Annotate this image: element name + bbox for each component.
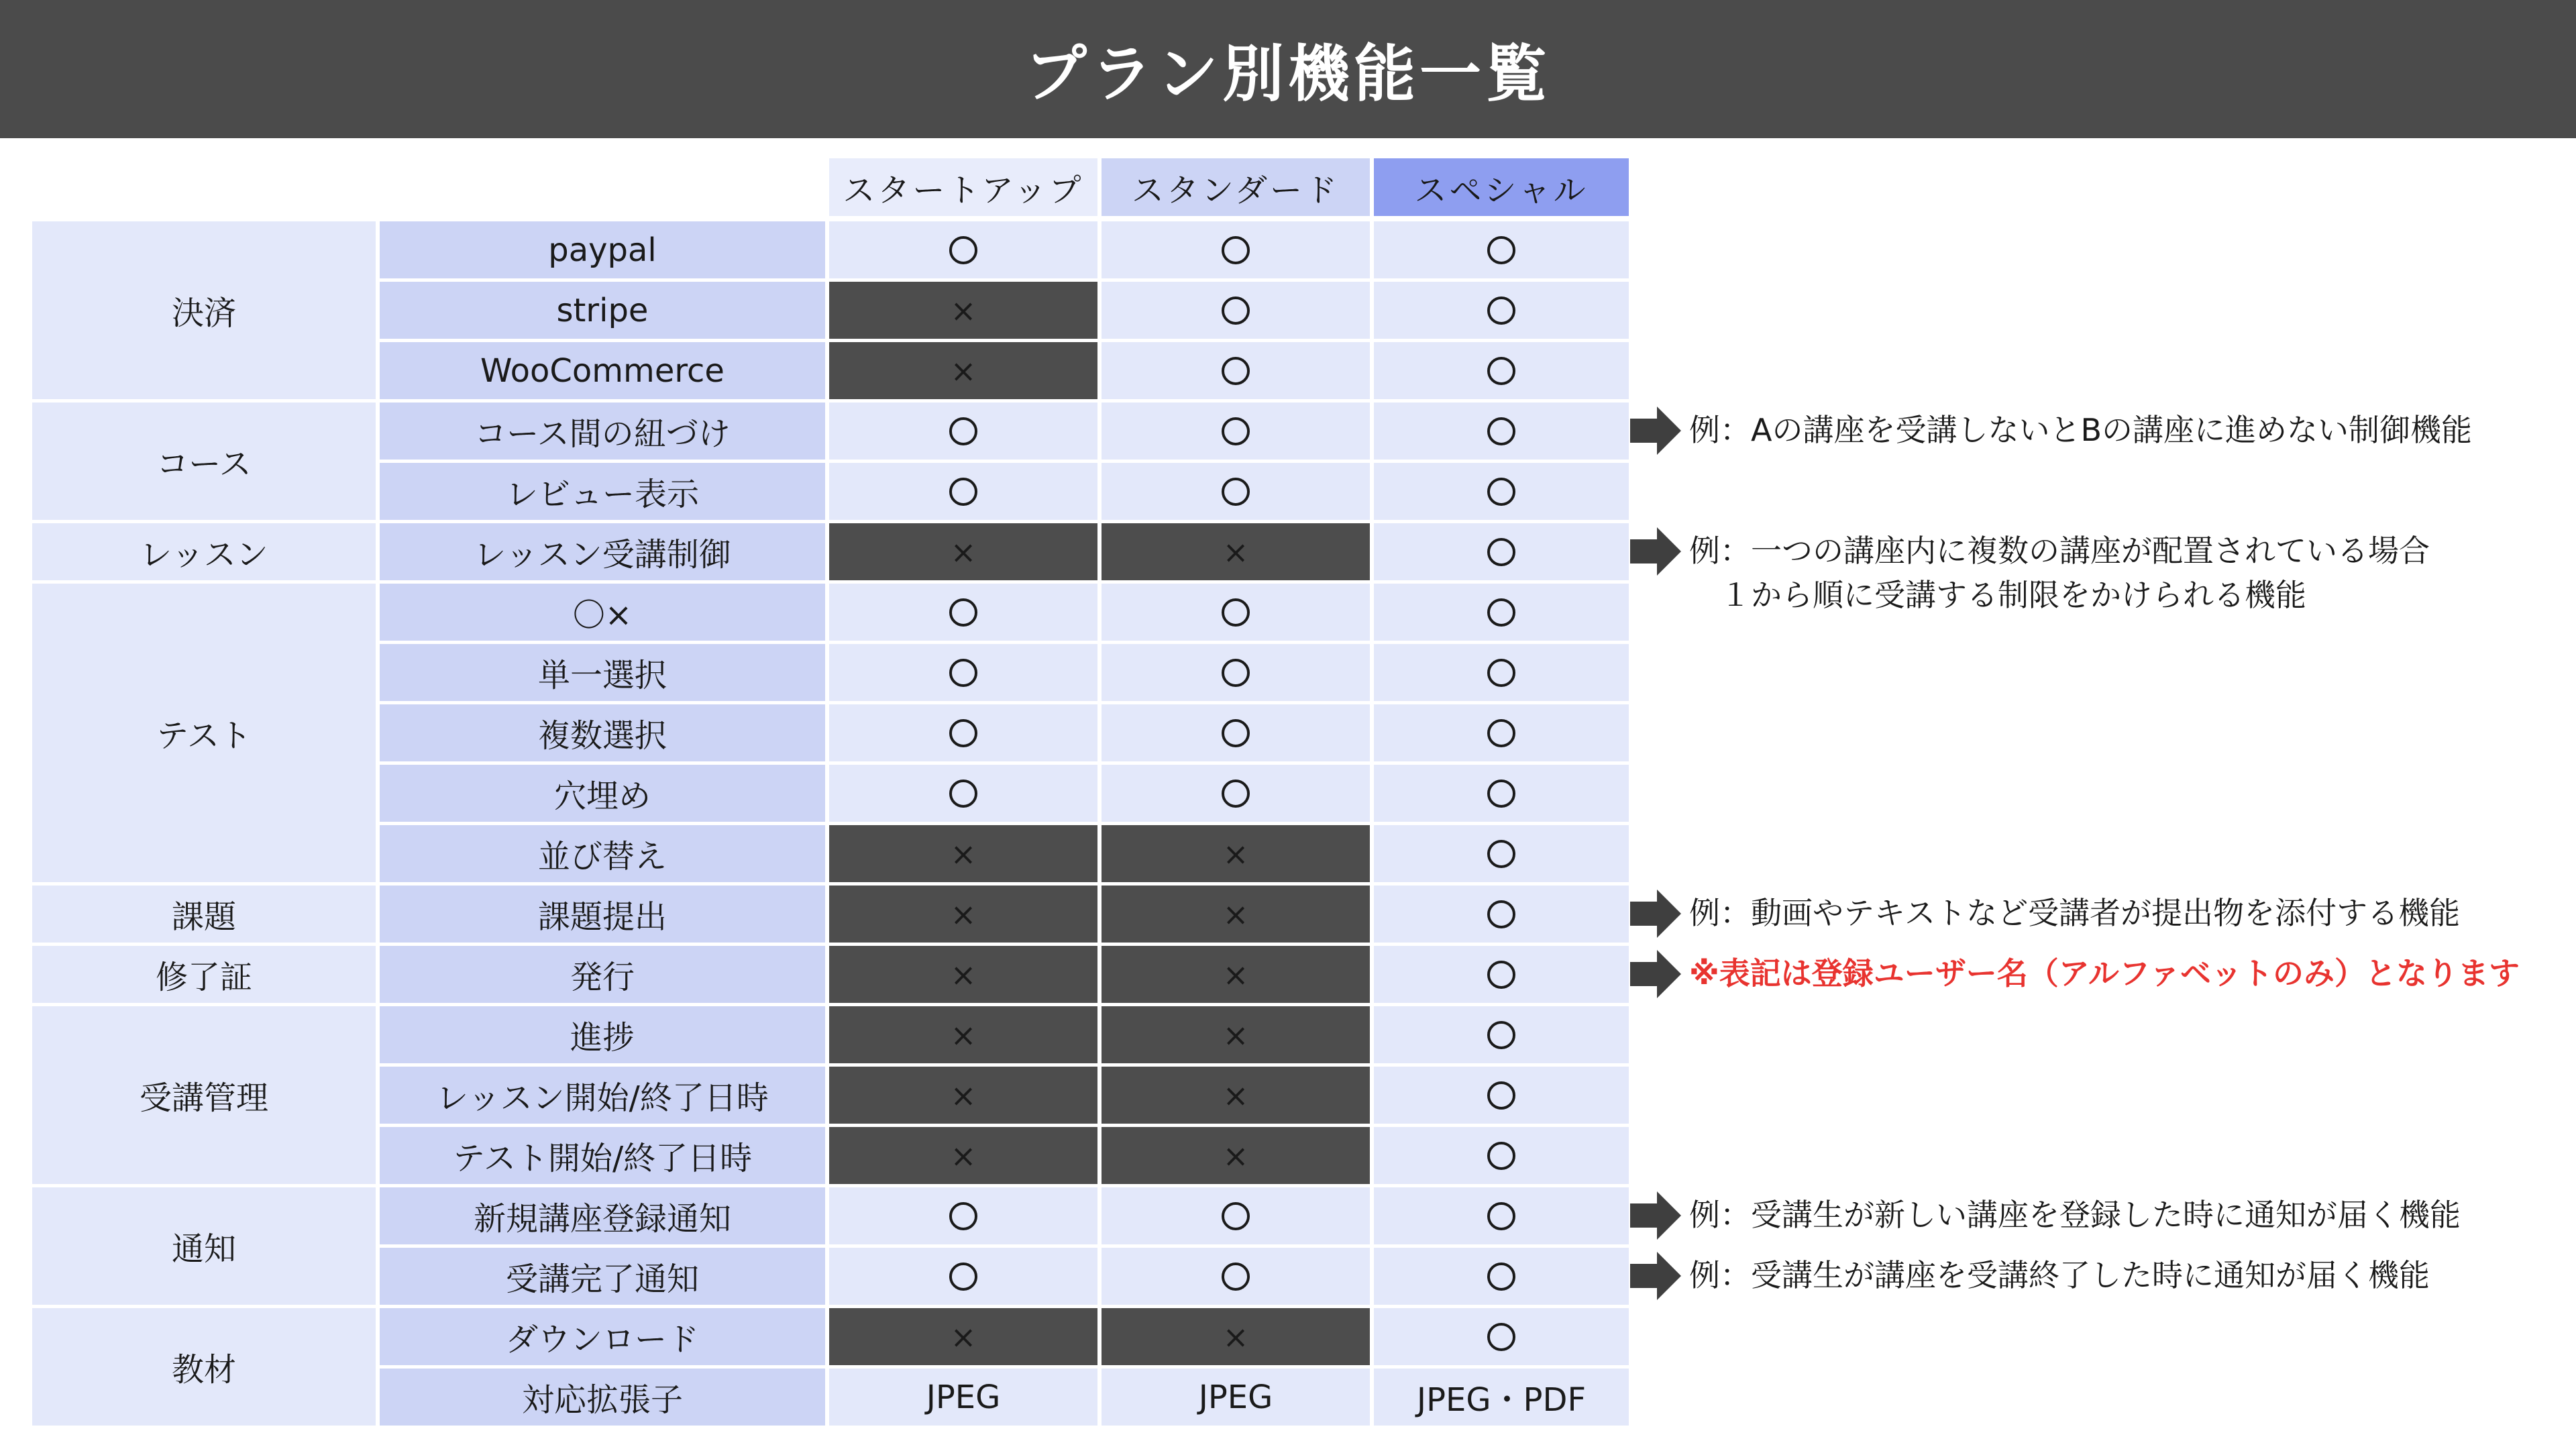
available-cell bbox=[1374, 402, 1629, 460]
plan-name: スペシャル bbox=[1414, 171, 1589, 209]
category-label bbox=[32, 221, 376, 399]
available-cell bbox=[1374, 704, 1629, 761]
example-note bbox=[1629, 404, 2472, 458]
circle-icon bbox=[949, 1263, 977, 1291]
feature-label bbox=[380, 342, 825, 399]
unavailable-cell bbox=[829, 523, 1097, 580]
circle-icon bbox=[1487, 417, 1515, 445]
feature-name: コース間の紐づけ bbox=[474, 415, 731, 453]
available-cell bbox=[1374, 523, 1629, 580]
page-header bbox=[0, 0, 2576, 138]
category-name: 修了証 bbox=[155, 959, 252, 996]
cross-mark: × bbox=[950, 292, 977, 329]
circle-icon bbox=[1487, 1263, 1515, 1291]
feature-label bbox=[380, 885, 825, 943]
feature-label bbox=[380, 402, 825, 460]
available-cell bbox=[829, 765, 1097, 822]
available-cell bbox=[1374, 342, 1629, 399]
unavailable-cell bbox=[829, 1067, 1097, 1124]
unavailable-cell bbox=[829, 885, 1097, 943]
unavailable-cell bbox=[1102, 1308, 1370, 1365]
unavailable-cell bbox=[1102, 825, 1370, 882]
category-label bbox=[32, 885, 376, 943]
circle-icon bbox=[949, 1202, 977, 1230]
feature-name: paypal bbox=[548, 231, 657, 269]
feature-label bbox=[380, 825, 825, 882]
cross-mark: × bbox=[1222, 1137, 1249, 1174]
cross-mark: × bbox=[1222, 1077, 1249, 1114]
value-text: JPEG・PDF bbox=[1416, 1381, 1587, 1419]
circle-icon bbox=[1487, 1323, 1515, 1351]
available-cell bbox=[1374, 1248, 1629, 1305]
circle-icon bbox=[949, 236, 977, 264]
cross-mark: × bbox=[1222, 1318, 1249, 1355]
feature-name: WooCommerce bbox=[480, 352, 724, 390]
feature-name: 課題提出 bbox=[537, 898, 667, 936]
available-cell bbox=[1374, 1187, 1629, 1244]
value-cell bbox=[1102, 1368, 1370, 1426]
category-name: 課題 bbox=[171, 898, 236, 936]
available-cell bbox=[1102, 765, 1370, 822]
feature-name: 複数選択 bbox=[537, 717, 667, 755]
circle-icon bbox=[1487, 1202, 1515, 1230]
circle-icon bbox=[1487, 357, 1515, 385]
feature-name: 穴埋め bbox=[553, 777, 651, 815]
cross-mark: × bbox=[950, 956, 977, 993]
unavailable-cell bbox=[1102, 1067, 1370, 1124]
available-cell bbox=[1102, 282, 1370, 339]
category-name: 通知 bbox=[171, 1230, 236, 1268]
circle-icon bbox=[1487, 900, 1515, 928]
category-label bbox=[32, 402, 376, 520]
value-text: JPEG bbox=[926, 1378, 1001, 1416]
feature-label bbox=[380, 644, 825, 701]
available-cell bbox=[1102, 704, 1370, 761]
arrow-right-icon bbox=[1629, 887, 1682, 941]
available-cell bbox=[1374, 765, 1629, 822]
unavailable-cell bbox=[1102, 1006, 1370, 1063]
cross-mark: × bbox=[950, 1318, 977, 1355]
note-text: 例：動画やテキストなど受講者が提出物を添付する機能 bbox=[1689, 895, 2461, 931]
circle-icon bbox=[1222, 719, 1250, 747]
category-label bbox=[32, 1006, 376, 1184]
value-cell bbox=[1374, 1368, 1629, 1426]
value-text: JPEG bbox=[1198, 1378, 1273, 1416]
plan-header-2 bbox=[1102, 158, 1370, 216]
category-label bbox=[32, 523, 376, 580]
circle-icon bbox=[1487, 1081, 1515, 1110]
circle-icon bbox=[1487, 538, 1515, 566]
arrow-right-icon bbox=[1629, 1189, 1682, 1242]
available-cell bbox=[1102, 402, 1370, 460]
circle-icon bbox=[1487, 598, 1515, 627]
available-cell bbox=[1374, 221, 1629, 278]
available-cell bbox=[829, 402, 1097, 460]
circle-icon bbox=[949, 478, 977, 506]
circle-icon bbox=[1222, 417, 1250, 445]
value-cell bbox=[829, 1368, 1097, 1426]
cross-mark: × bbox=[950, 352, 977, 389]
circle-icon bbox=[1222, 297, 1250, 325]
cross-mark: × bbox=[950, 1077, 977, 1114]
feature-name: 対応拡張子 bbox=[521, 1381, 683, 1419]
unavailable-cell bbox=[829, 825, 1097, 882]
unavailable-cell bbox=[829, 1308, 1097, 1365]
category-label bbox=[32, 946, 376, 1003]
page-title: プラン別機能一覧 bbox=[1024, 38, 1551, 110]
available-cell bbox=[1374, 1308, 1629, 1365]
available-cell bbox=[1102, 644, 1370, 701]
available-cell bbox=[1102, 1187, 1370, 1244]
unavailable-cell bbox=[829, 342, 1097, 399]
note-text: 例：一つの講座内に複数の講座が配置されている場合 １から順に受講する制限をかけられる機能 bbox=[1689, 533, 2430, 613]
feature-label bbox=[380, 584, 825, 641]
category-name: 決済 bbox=[171, 294, 236, 332]
cross-mark: × bbox=[950, 1137, 977, 1174]
available-cell bbox=[1374, 1127, 1629, 1184]
circle-icon bbox=[1222, 1263, 1250, 1291]
example-note bbox=[1629, 887, 2460, 941]
circle-icon bbox=[1487, 719, 1515, 747]
feature-label bbox=[380, 946, 825, 1003]
available-cell bbox=[1374, 644, 1629, 701]
unavailable-cell bbox=[1102, 523, 1370, 580]
available-cell bbox=[1374, 885, 1629, 943]
feature-name: テスト開始/終了日時 bbox=[452, 1140, 753, 1177]
circle-icon bbox=[949, 719, 977, 747]
note-text: 例：受講生が新しい講座を登録した時に通知が届く機能 bbox=[1689, 1197, 2461, 1233]
feature-name: 発行 bbox=[570, 959, 635, 996]
circle-icon bbox=[1487, 478, 1515, 506]
feature-name: 進捗 bbox=[570, 1019, 635, 1057]
category-label bbox=[32, 584, 376, 882]
circle-icon bbox=[949, 417, 977, 445]
plan-header-3 bbox=[1374, 158, 1629, 216]
arrow-right-icon bbox=[1629, 947, 1682, 1001]
unavailable-cell bbox=[829, 1127, 1097, 1184]
plan-header-1 bbox=[829, 158, 1097, 216]
feature-label bbox=[380, 1248, 825, 1305]
cross-mark: × bbox=[950, 896, 977, 932]
available-cell bbox=[829, 644, 1097, 701]
feature-name: ダウンロード bbox=[505, 1321, 699, 1358]
note-text: ※表記は登録ユーザー名（アルファベットのみ）となります bbox=[1689, 955, 2520, 991]
plan-name: スタンダード bbox=[1131, 171, 1340, 209]
available-cell bbox=[1102, 342, 1370, 399]
feature-name: stripe bbox=[556, 291, 649, 329]
note-text: 例：受講生が講座を受講終了した時に通知が届く機能 bbox=[1689, 1257, 2430, 1293]
available-cell bbox=[1102, 463, 1370, 520]
circle-icon bbox=[949, 780, 977, 808]
cross-mark: × bbox=[950, 835, 977, 872]
cross-mark: × bbox=[1222, 1016, 1249, 1053]
feature-label bbox=[380, 1127, 825, 1184]
circle-icon bbox=[1487, 236, 1515, 264]
cross-mark: × bbox=[1222, 896, 1249, 932]
feature-label bbox=[380, 463, 825, 520]
available-cell bbox=[1102, 221, 1370, 278]
cross-mark: × bbox=[1222, 956, 1249, 993]
available-cell bbox=[1374, 584, 1629, 641]
example-note bbox=[1629, 1249, 2430, 1303]
category-name: テスト bbox=[156, 717, 252, 755]
circle-icon bbox=[1222, 236, 1250, 264]
feature-label bbox=[380, 221, 825, 278]
circle-icon bbox=[1487, 961, 1515, 989]
unavailable-cell bbox=[829, 1006, 1097, 1063]
circle-icon bbox=[1487, 659, 1515, 687]
unavailable-cell bbox=[829, 946, 1097, 1003]
unavailable-cell bbox=[1102, 1127, 1370, 1184]
available-cell bbox=[1102, 1248, 1370, 1305]
available-cell bbox=[1374, 825, 1629, 882]
feature-name: レッスン開始/終了日時 bbox=[436, 1079, 769, 1117]
feature-name: レッスン受講制御 bbox=[474, 536, 731, 574]
circle-icon bbox=[1487, 297, 1515, 325]
available-cell bbox=[1374, 946, 1629, 1003]
available-cell bbox=[829, 463, 1097, 520]
feature-label bbox=[380, 282, 825, 339]
arrow-right-icon bbox=[1629, 404, 1682, 458]
category-name: 受講管理 bbox=[139, 1079, 268, 1117]
category-name: 教材 bbox=[171, 1351, 236, 1389]
arrow-right-icon bbox=[1629, 525, 1682, 578]
plan-name: スタートアップ bbox=[843, 171, 1084, 209]
feature-label bbox=[380, 1368, 825, 1426]
feature-label bbox=[380, 704, 825, 761]
unavailable-cell bbox=[1102, 885, 1370, 943]
available-cell bbox=[829, 1187, 1097, 1244]
circle-icon bbox=[1222, 780, 1250, 808]
circle-icon bbox=[949, 598, 977, 627]
category-label bbox=[32, 1308, 376, 1426]
feature-label bbox=[380, 765, 825, 822]
feature-name: 単一選択 bbox=[537, 657, 667, 694]
available-cell bbox=[1374, 1006, 1629, 1063]
feature-name: 受講完了通知 bbox=[505, 1260, 699, 1298]
category-label bbox=[32, 1187, 376, 1305]
category-name: コース bbox=[156, 445, 252, 483]
available-cell bbox=[1374, 282, 1629, 339]
feature-label bbox=[380, 1006, 825, 1063]
circle-icon bbox=[1222, 598, 1250, 627]
cross-mark: × bbox=[950, 533, 977, 570]
cross-mark: × bbox=[950, 1016, 977, 1053]
feature-name: レビュー表示 bbox=[505, 476, 699, 513]
available-cell bbox=[1102, 584, 1370, 641]
example-note bbox=[1629, 525, 2430, 617]
example-note bbox=[1629, 1189, 2461, 1242]
feature-label bbox=[380, 1308, 825, 1365]
available-cell bbox=[829, 221, 1097, 278]
circle-icon bbox=[1222, 1202, 1250, 1230]
circle-icon bbox=[1487, 840, 1515, 868]
circle-icon bbox=[1487, 1142, 1515, 1170]
feature-label bbox=[380, 1067, 825, 1124]
available-cell bbox=[829, 1248, 1097, 1305]
circle-icon bbox=[949, 659, 977, 687]
category-name: レッスン bbox=[140, 536, 268, 574]
arrow-right-icon bbox=[1629, 1249, 1682, 1303]
available-cell bbox=[1374, 463, 1629, 520]
cross-mark: × bbox=[1222, 835, 1249, 872]
available-cell bbox=[829, 704, 1097, 761]
unavailable-cell bbox=[829, 282, 1097, 339]
feature-name: 〇× bbox=[572, 596, 633, 634]
available-cell bbox=[829, 584, 1097, 641]
feature-name: 並び替え bbox=[537, 838, 667, 875]
note-text: 例：Aの講座を受講しないとBの講座に進めない制御機能 bbox=[1689, 412, 2473, 448]
circle-icon bbox=[1487, 1021, 1515, 1049]
warning-note bbox=[1629, 947, 2520, 1001]
circle-icon bbox=[1222, 478, 1250, 506]
circle-icon bbox=[1222, 659, 1250, 687]
circle-icon bbox=[1222, 357, 1250, 385]
cross-mark: × bbox=[1222, 533, 1249, 570]
circle-icon bbox=[1487, 780, 1515, 808]
feature-label bbox=[380, 523, 825, 580]
unavailable-cell bbox=[1102, 946, 1370, 1003]
available-cell bbox=[1374, 1067, 1629, 1124]
feature-name: 新規講座登録通知 bbox=[473, 1200, 731, 1238]
feature-label bbox=[380, 1187, 825, 1244]
